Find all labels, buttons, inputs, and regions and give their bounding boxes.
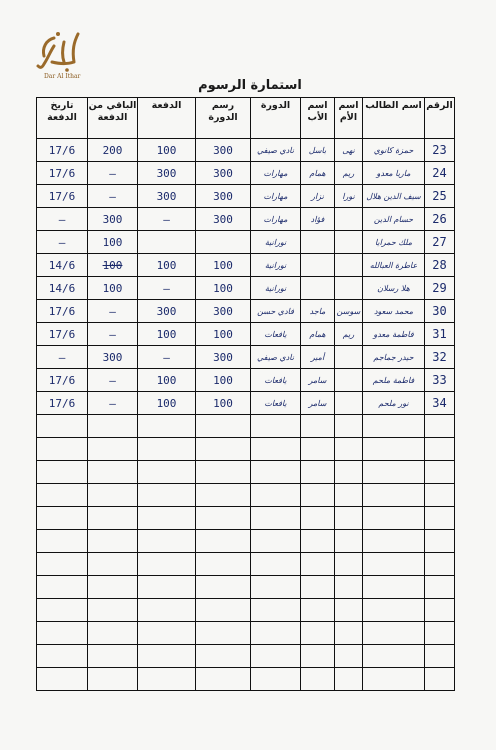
empty-cell xyxy=(301,530,335,553)
payment-cell: 300 xyxy=(138,185,196,208)
number-cell: 33 xyxy=(425,369,455,392)
course-fee-cell: 300 xyxy=(196,346,251,369)
empty-cell xyxy=(37,553,88,576)
number-cell: 27 xyxy=(425,231,455,254)
number-cell: 26 xyxy=(425,208,455,231)
empty-cell xyxy=(363,484,425,507)
student-name-cell: ملك حمرايا xyxy=(363,231,425,254)
empty-cell xyxy=(425,599,455,622)
mother-name-cell xyxy=(335,346,363,369)
empty-cell xyxy=(335,461,363,484)
empty-cell xyxy=(335,438,363,461)
header-cell: الدفعة xyxy=(138,98,196,139)
empty-cell xyxy=(251,553,301,576)
empty-cell xyxy=(251,622,301,645)
table-row xyxy=(37,185,455,208)
header-cell: الدورة xyxy=(251,98,301,139)
mother-name-cell: سوسن xyxy=(335,300,363,323)
number-cell: 25 xyxy=(425,185,455,208)
father-name-cell: باسل xyxy=(301,139,335,162)
empty-cell xyxy=(425,645,455,668)
father-name-cell: همام xyxy=(301,323,335,346)
father-name-cell: همام xyxy=(301,162,335,185)
table-row xyxy=(37,300,455,323)
empty-cell xyxy=(37,645,88,668)
student-name-cell: سيف الدين هلال xyxy=(363,185,425,208)
number-cell: 31 xyxy=(425,323,455,346)
empty-table-row xyxy=(37,461,455,484)
table-row xyxy=(37,231,455,254)
header-cell: اسم الأم xyxy=(335,98,363,139)
mother-name-cell xyxy=(335,208,363,231)
number-cell: 24 xyxy=(425,162,455,185)
empty-table-row xyxy=(37,553,455,576)
empty-cell xyxy=(196,415,251,438)
empty-cell xyxy=(138,576,196,599)
empty-cell xyxy=(196,553,251,576)
course-fee-cell: 300 xyxy=(196,208,251,231)
father-name-cell: ماجد xyxy=(301,300,335,323)
empty-cell xyxy=(37,599,88,622)
empty-cell xyxy=(425,530,455,553)
empty-cell xyxy=(88,415,138,438)
mother-name-cell: نهى xyxy=(335,139,363,162)
mother-name-cell: ريم xyxy=(335,323,363,346)
payment-cell: — xyxy=(138,346,196,369)
number-cell: 23 xyxy=(425,139,455,162)
table-header-row xyxy=(37,98,455,139)
course-cell: نادي صيفي xyxy=(251,139,301,162)
empty-cell xyxy=(196,645,251,668)
payment-cell xyxy=(138,231,196,254)
brand-subtitle: Dar Al Ithar xyxy=(44,73,81,80)
number-cell: 30 xyxy=(425,300,455,323)
empty-cell xyxy=(425,507,455,530)
empty-cell xyxy=(301,461,335,484)
empty-cell xyxy=(196,484,251,507)
empty-cell xyxy=(425,415,455,438)
empty-cell xyxy=(301,553,335,576)
empty-cell xyxy=(196,599,251,622)
empty-cell xyxy=(363,622,425,645)
empty-cell xyxy=(425,576,455,599)
empty-cell xyxy=(335,576,363,599)
empty-cell xyxy=(335,415,363,438)
payment-cell: 100 xyxy=(138,323,196,346)
empty-cell xyxy=(138,507,196,530)
empty-cell xyxy=(301,668,335,691)
empty-cell xyxy=(196,438,251,461)
table-row xyxy=(37,369,455,392)
table-row xyxy=(37,346,455,369)
empty-cell xyxy=(301,599,335,622)
payment-cell: — xyxy=(138,208,196,231)
student-name-cell: عاطرة العبالله xyxy=(363,254,425,277)
father-name-cell xyxy=(301,254,335,277)
empty-cell xyxy=(425,438,455,461)
remaining-cell: 300 xyxy=(88,346,138,369)
empty-cell xyxy=(138,599,196,622)
empty-cell xyxy=(196,461,251,484)
empty-cell xyxy=(88,438,138,461)
course-cell: مهارات xyxy=(251,185,301,208)
header-cell: الرقم xyxy=(425,98,455,139)
empty-cell xyxy=(251,576,301,599)
empty-cell xyxy=(88,530,138,553)
payment-cell: 300 xyxy=(138,300,196,323)
empty-cell xyxy=(301,484,335,507)
empty-cell xyxy=(335,484,363,507)
payment-date-cell: — xyxy=(37,208,88,231)
payment-date-cell: 17/6 xyxy=(37,392,88,415)
course-cell: نورانية xyxy=(251,277,301,300)
empty-cell xyxy=(425,553,455,576)
empty-table-row xyxy=(37,622,455,645)
header-cell: تاريخ الدفعة xyxy=(37,98,88,139)
empty-cell xyxy=(88,553,138,576)
course-fee-cell: 300 xyxy=(196,300,251,323)
empty-cell xyxy=(251,599,301,622)
empty-cell xyxy=(363,645,425,668)
empty-cell xyxy=(88,645,138,668)
empty-cell xyxy=(88,461,138,484)
empty-cell xyxy=(138,622,196,645)
empty-cell xyxy=(363,668,425,691)
empty-cell xyxy=(196,576,251,599)
header-cell: رسم الدورة xyxy=(196,98,251,139)
empty-cell xyxy=(363,438,425,461)
number-cell: 34 xyxy=(425,392,455,415)
page-title: استمارة الرسوم xyxy=(198,78,302,93)
remaining-cell: 100 xyxy=(88,231,138,254)
empty-cell xyxy=(363,507,425,530)
table-row xyxy=(37,139,455,162)
empty-cell xyxy=(196,530,251,553)
empty-cell xyxy=(88,484,138,507)
empty-cell xyxy=(335,530,363,553)
student-name-cell: هلا رسلان xyxy=(363,277,425,300)
empty-cell xyxy=(138,415,196,438)
course-cell: فادي حسن xyxy=(251,300,301,323)
empty-cell xyxy=(138,645,196,668)
payment-cell: 100 xyxy=(138,369,196,392)
payment-cell: — xyxy=(138,277,196,300)
empty-table-row xyxy=(37,507,455,530)
empty-cell xyxy=(196,668,251,691)
mother-name-cell: نورا xyxy=(335,185,363,208)
empty-cell xyxy=(363,415,425,438)
number-cell: 29 xyxy=(425,277,455,300)
course-fee-cell: 100 xyxy=(196,254,251,277)
payment-cell: 100 xyxy=(138,139,196,162)
course-fee-cell: 100 xyxy=(196,277,251,300)
remaining-cell: — xyxy=(88,323,138,346)
table-row xyxy=(37,323,455,346)
course-cell: يافعات xyxy=(251,323,301,346)
payment-date-cell: 17/6 xyxy=(37,369,88,392)
payment-cell: 100 xyxy=(138,254,196,277)
empty-table-row xyxy=(37,530,455,553)
empty-table-row xyxy=(37,645,455,668)
empty-cell xyxy=(88,507,138,530)
mother-name-cell xyxy=(335,277,363,300)
empty-cell xyxy=(251,461,301,484)
father-name-cell: سامر xyxy=(301,369,335,392)
empty-cell xyxy=(37,507,88,530)
payment-date-cell: — xyxy=(37,346,88,369)
dar-al-ithar-logo xyxy=(34,28,86,76)
empty-cell xyxy=(363,599,425,622)
empty-cell xyxy=(301,576,335,599)
payment-date-cell: 17/6 xyxy=(37,323,88,346)
course-fee-cell: 300 xyxy=(196,162,251,185)
empty-cell xyxy=(335,668,363,691)
student-name-cell: ماريا معدو xyxy=(363,162,425,185)
empty-table-row xyxy=(37,599,455,622)
course-fee-cell: 100 xyxy=(196,323,251,346)
empty-cell xyxy=(363,461,425,484)
student-name-cell: حمزة كانوي xyxy=(363,139,425,162)
empty-cell xyxy=(37,484,88,507)
payment-date-cell: 17/6 xyxy=(37,185,88,208)
header-cell: الباقي من الدفعة xyxy=(88,98,138,139)
empty-cell xyxy=(251,507,301,530)
course-cell: يافعات xyxy=(251,369,301,392)
empty-cell xyxy=(335,622,363,645)
payment-date-cell: — xyxy=(37,231,88,254)
fees-table xyxy=(36,97,455,691)
student-name-cell: محمد سعود xyxy=(363,300,425,323)
header-cell: اسم الطالب xyxy=(363,98,425,139)
father-name-cell: سامر xyxy=(301,392,335,415)
empty-cell xyxy=(88,668,138,691)
mother-name-cell xyxy=(335,254,363,277)
empty-cell xyxy=(301,438,335,461)
payment-date-cell: 17/6 xyxy=(37,162,88,185)
empty-cell xyxy=(138,668,196,691)
student-name-cell: حيدر جماجم xyxy=(363,346,425,369)
empty-cell xyxy=(251,530,301,553)
empty-cell xyxy=(251,668,301,691)
empty-cell xyxy=(335,553,363,576)
empty-table-row xyxy=(37,484,455,507)
empty-cell xyxy=(37,530,88,553)
payment-date-cell: 17/6 xyxy=(37,139,88,162)
remaining-cell: — xyxy=(88,162,138,185)
course-cell: مهارات xyxy=(251,208,301,231)
empty-cell xyxy=(37,415,88,438)
table-row xyxy=(37,208,455,231)
empty-cell xyxy=(363,553,425,576)
empty-cell xyxy=(251,415,301,438)
remaining-cell: 100 xyxy=(88,277,138,300)
student-name-cell: نور ملحم xyxy=(363,392,425,415)
empty-cell xyxy=(138,530,196,553)
empty-cell xyxy=(335,645,363,668)
empty-cell xyxy=(37,438,88,461)
empty-cell xyxy=(88,599,138,622)
empty-table-row xyxy=(37,415,455,438)
empty-table-row xyxy=(37,668,455,691)
course-cell: نورانية xyxy=(251,231,301,254)
payment-date-cell: 17/6 xyxy=(37,300,88,323)
remaining-cell: — xyxy=(88,185,138,208)
empty-cell xyxy=(363,530,425,553)
table-row xyxy=(37,254,455,277)
empty-cell xyxy=(88,622,138,645)
course-cell: نادي صيفي xyxy=(251,346,301,369)
empty-table-row xyxy=(37,576,455,599)
number-cell: 28 xyxy=(425,254,455,277)
empty-cell xyxy=(138,438,196,461)
empty-cell xyxy=(37,668,88,691)
student-name-cell: حسام الدين xyxy=(363,208,425,231)
empty-cell xyxy=(301,507,335,530)
empty-cell xyxy=(37,576,88,599)
father-name-cell: نزار xyxy=(301,185,335,208)
empty-cell xyxy=(301,415,335,438)
empty-cell xyxy=(335,507,363,530)
empty-cell xyxy=(251,645,301,668)
empty-cell xyxy=(301,622,335,645)
empty-cell xyxy=(425,484,455,507)
table-row xyxy=(37,392,455,415)
remaining-cell: 100 xyxy=(88,254,138,277)
empty-cell xyxy=(301,645,335,668)
empty-cell xyxy=(37,622,88,645)
empty-cell xyxy=(88,576,138,599)
remaining-cell: 200 xyxy=(88,139,138,162)
empty-cell xyxy=(425,461,455,484)
father-name-cell: أمير xyxy=(301,346,335,369)
course-cell: يافعات xyxy=(251,392,301,415)
remaining-cell: — xyxy=(88,300,138,323)
table-row xyxy=(37,277,455,300)
father-name-cell xyxy=(301,277,335,300)
empty-cell xyxy=(363,576,425,599)
empty-cell xyxy=(251,438,301,461)
empty-cell xyxy=(138,484,196,507)
mother-name-cell xyxy=(335,369,363,392)
empty-cell xyxy=(335,599,363,622)
course-fee-cell: 300 xyxy=(196,139,251,162)
student-name-cell: فاطمة معدو xyxy=(363,323,425,346)
remaining-cell: — xyxy=(88,369,138,392)
empty-cell xyxy=(196,622,251,645)
remaining-cell: — xyxy=(88,392,138,415)
mother-name-cell xyxy=(335,392,363,415)
empty-cell xyxy=(425,622,455,645)
empty-cell xyxy=(425,668,455,691)
father-name-cell xyxy=(301,231,335,254)
payment-date-cell: 14/6 xyxy=(37,254,88,277)
empty-table-row xyxy=(37,438,455,461)
empty-cell xyxy=(138,461,196,484)
course-cell: مهارات xyxy=(251,162,301,185)
empty-cell xyxy=(37,461,88,484)
payment-cell: 100 xyxy=(138,392,196,415)
course-fee-cell: 100 xyxy=(196,392,251,415)
empty-cell xyxy=(196,507,251,530)
number-cell: 32 xyxy=(425,346,455,369)
course-fee-cell: 300 xyxy=(196,185,251,208)
mother-name-cell xyxy=(335,231,363,254)
payment-date-cell: 14/6 xyxy=(37,277,88,300)
student-name-cell: فاطمة ملحم xyxy=(363,369,425,392)
course-fee-cell xyxy=(196,231,251,254)
header-cell: اسم الأب xyxy=(301,98,335,139)
empty-cell xyxy=(138,553,196,576)
empty-cell xyxy=(251,484,301,507)
father-name-cell: فؤاد xyxy=(301,208,335,231)
payment-cell: 300 xyxy=(138,162,196,185)
table-row xyxy=(37,162,455,185)
course-cell: نورانية xyxy=(251,254,301,277)
mother-name-cell: ريم xyxy=(335,162,363,185)
remaining-cell: 300 xyxy=(88,208,138,231)
course-fee-cell: 100 xyxy=(196,369,251,392)
